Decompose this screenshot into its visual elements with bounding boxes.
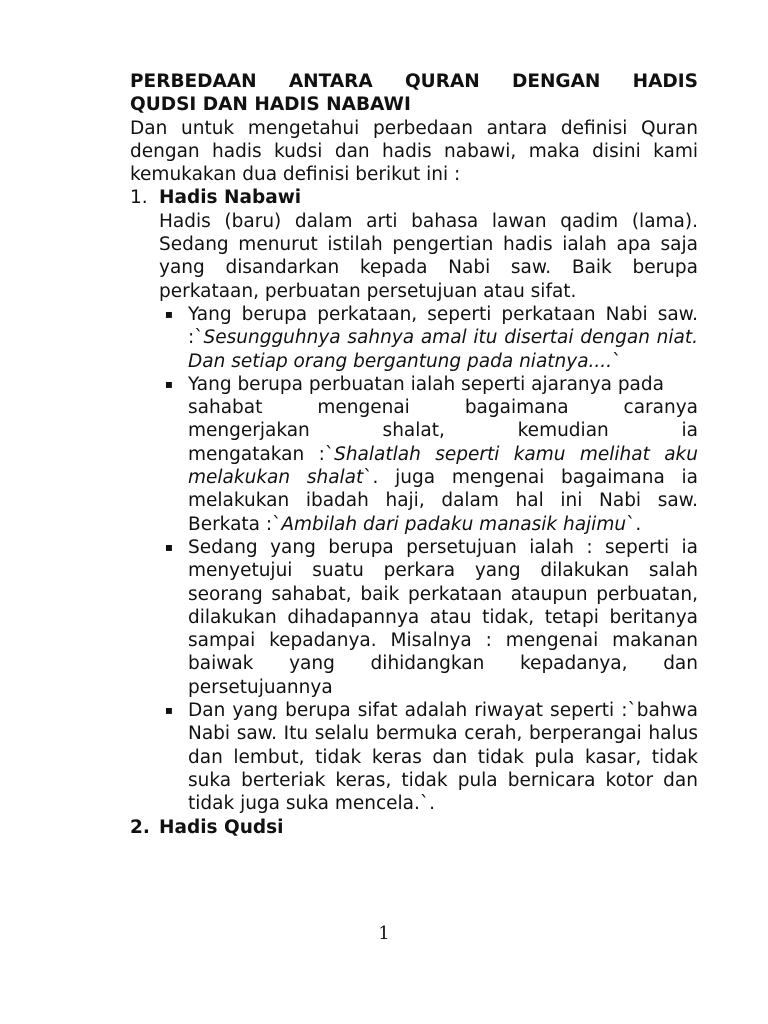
list-item-perkataan (159, 303, 698, 373)
list-item-perbuatan (159, 373, 698, 536)
square-bullet-icon: ▪ (164, 703, 174, 718)
bullet-text: mengatakan :` (188, 443, 335, 465)
document-heading-line-2: QUDSI DAN HADIS NABAWI (130, 94, 411, 116)
document-heading-line-1: PERBEDAAN ANTARA QURAN DENGAN HADIS (130, 71, 698, 92)
square-bullet-icon: ▪ (164, 376, 174, 391)
bullet-text: `. juga mengenai bagaimana ia melakukan ibadah haji, dalam hal ini Nabi saw. Berkata :` (188, 467, 699, 535)
section-title: Hadis Nabawi (159, 187, 302, 209)
list-item-persetujuan (159, 536, 698, 699)
list-item-sifat (159, 699, 698, 815)
square-bullet-icon: ▪ (164, 539, 174, 554)
section-number: 2. (130, 816, 150, 838)
bullet-line: mengerjakan shalat, kemudian ia (188, 420, 698, 442)
bullet-text: Sedang yang berupa persetujuan ialah : seperti ia menyetujui suatu perkara yang dilakukan salah seorang sahabat, baik perkataan ataupun perbuatan, dilakukan dihadapannya atau tidak, tetapi beritanya sampai kepadanya. Misalnya : mengenai makanan baiwak yang dihidangkan kepadanya, dan persetujuannya (188, 536, 698, 698)
section-hadis-qudsi (130, 816, 698, 839)
bullet-line: Yang berupa perbuatan ialah seperti ajaranya pada (188, 373, 664, 395)
bullet-quote: Shalatlah seperti kamu melihat aku melakukan shalat (188, 443, 698, 489)
bullet-paragraph (188, 443, 698, 536)
section-title: Hadis Qudsi (159, 816, 284, 838)
bullet-list (159, 303, 698, 816)
bullet-text: Yang berupa perkataan, seperti perkataan Nabi saw. :` (188, 303, 698, 349)
intro-paragraph: Dan untuk mengetahui perbedaan antara definisi Quran dengan hadis kudsi dan hadis nabawi, maka disini kami kemukakan dua definisi berikut ini : (130, 117, 698, 186)
section-description: Hadis (baru) dalam arti bahasa lawan qadim (lama). Sedang menurut istilah pengertian hadis ialah apa saja yang disandarkan kepada Nabi saw. Baik berupa perkataan, perbuatan persetujuan atau sifat. (159, 210, 698, 302)
page-number: 1 (378, 923, 390, 944)
document-body (130, 70, 698, 839)
section-hadis-nabawi (130, 186, 698, 815)
bullet-tail: `. (626, 513, 642, 535)
bullet-tail: ` (612, 350, 622, 372)
bullet-text: Dan yang berupa sifat adalah riwayat seperti :`bahwa Nabi saw. Itu selalu bermuka cerah, berperangai halus dan lembut, tidak keras dan tidak pula kasar, tidak suka berteriak keras, tidak pula bernicara kotor dan tidak juga suka mencela.`. (188, 700, 698, 815)
bullet-quote: Ambilah dari padaku manasik hajimu (281, 513, 627, 535)
section-number: 1. (130, 187, 148, 209)
bullet-quote: Sesungguhnya sahnya amal itu disertai dengan niat. Dan setiap orang bergantung pada niatnya.... (188, 327, 698, 372)
square-bullet-icon: ▪ (164, 306, 174, 321)
bullet-line: sahabat mengenai bagaimana caranya (188, 397, 698, 419)
